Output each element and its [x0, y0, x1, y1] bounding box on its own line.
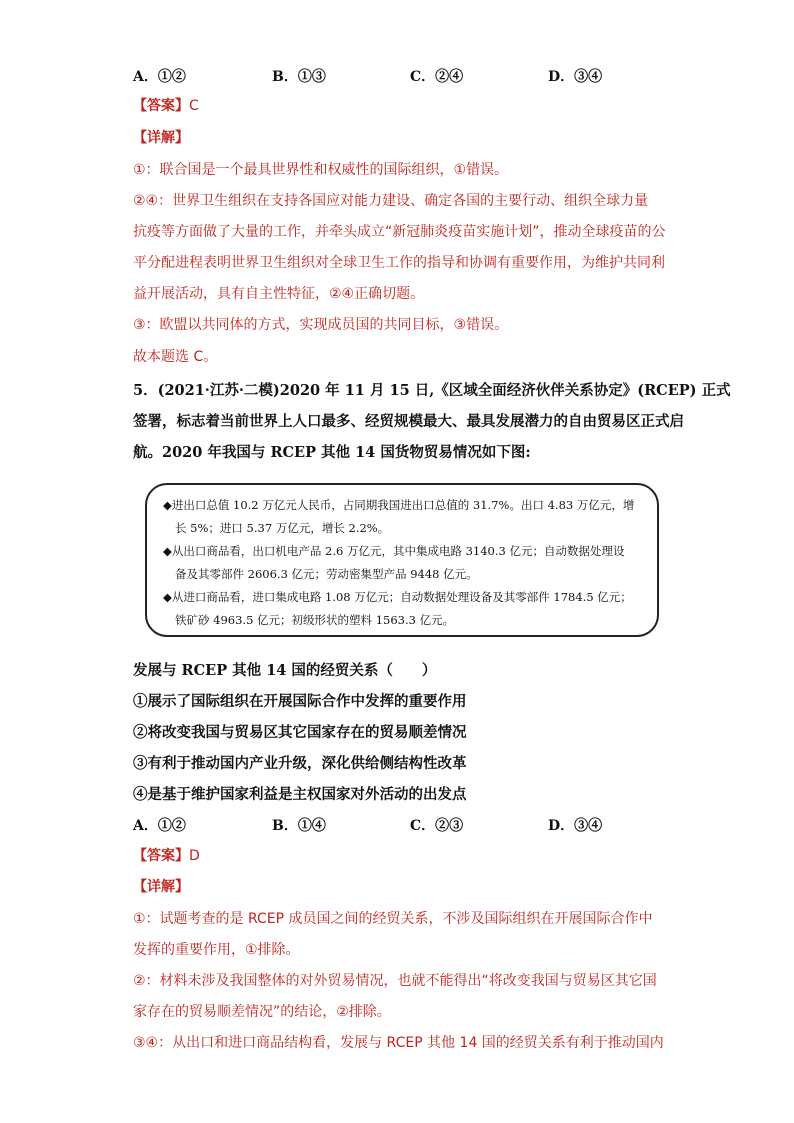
q4-answer-value: C	[189, 98, 199, 114]
q4-explanation-line: ③：欧盟以共同体的方式，实现成员国的共同目标，③错误。	[133, 317, 509, 333]
q4-option-c: C．②④	[410, 69, 464, 85]
box-line: ◆从出口商品看，出口机电产品 2.6 万亿元，其中集成电路 3140.3 亿元；自动数据处理设	[163, 544, 625, 558]
q4-option-b: B．①③	[272, 69, 326, 85]
q5-question: 发展与 RCEP 其他 14 国的经贸关系（ ）	[133, 662, 437, 679]
box-line: 备及其零部件 2606.3 亿元；劳动密集型产品 9448 亿元。	[175, 567, 478, 581]
box-line: ◆进出口总值 10.2 万亿元人民币，占同期我国进出口总值的 31.7%。出口 4.83 万亿元，增	[163, 498, 635, 512]
q5-answer-line	[133, 846, 200, 866]
q5-detail-tag: 【详解】	[133, 879, 189, 895]
q5-option-b: B．①④	[272, 818, 326, 834]
q4-explanation-line: ②④：世界卫生组织在支持各国应对能力建设、确定各国的主要行动、组织全球力量	[133, 193, 649, 209]
q4-option-d: D．③④	[548, 69, 603, 85]
q4-conclusion: 故本题选 C。	[133, 349, 218, 365]
q4-explanation-line: 平分配进程表明世界卫生组织对全球卫生工作的指导和协调有重要作用，为维护共同利	[133, 255, 665, 271]
q5-stem-line: 航。2020 年我国与 RCEP 其他 14 国货物贸易情况如下图:	[133, 444, 531, 461]
q5-explanation-line: ①：试题考查的是 RCEP 成员国之间的经贸关系，不涉及国际组织在开展国际合作中	[133, 911, 653, 927]
q5-explanation-line: 发挥的重要作用，①排除。	[133, 942, 300, 958]
q4-option-a: A．①②	[133, 69, 186, 85]
q5-option-a: A．①②	[133, 818, 186, 834]
q5-option-d: D．③④	[548, 818, 603, 834]
q5-explanation-line: ③④：从出口和进口商品结构看，发展与 RCEP 其他 14 国的经贸关系有利于推动国内	[133, 1035, 664, 1051]
q4-detail-tag: 【详解】	[133, 130, 189, 146]
q5-statement: ④是基于维护国家利益是主权国家对外活动的出发点	[133, 786, 467, 803]
q5-stem-line: 5．(2021·江苏·二模)2020 年 11 月 15 日,《区域全面经济伙伴关系协定》(RCEP) 正式	[133, 382, 731, 399]
box-line: 铁矿砂 4963.5 亿元；初级形状的塑料 1563.3 亿元。	[175, 613, 455, 627]
q5-stem-line: 签署，标志着当前世界上人口最多、经贸规模最大、最具发展潜力的自由贸易区正式启	[133, 413, 684, 430]
box-line: 长 5%；进口 5.37 万亿元，增长 2.2%。	[175, 521, 390, 535]
answer-tag: 【答案】	[133, 848, 189, 864]
q5-explanation-line: ②：材料未涉及我国整体的对外贸易情况，也就不能得出“将改变我国与贸易区其它国	[133, 973, 657, 989]
q5-statement: ③有利于推动国内产业升级，深化供给侧结构性改革	[133, 755, 467, 772]
q5-option-c: C．②③	[410, 818, 464, 834]
q4-answer-line	[133, 96, 199, 116]
q4-explanation-line: ①：联合国是一个最具世界性和权威性的国际组织，①错误。	[133, 162, 509, 178]
q5-explanation-line: 家存在的贸易顺差情况”的结论，②排除。	[133, 1004, 391, 1020]
box-line: ◆从进口商品看，进口集成电路 1.08 万亿元；自动数据处理设备及其零部件 1784.5 亿元；	[163, 590, 632, 604]
answer-tag: 【答案】	[133, 98, 189, 114]
q4-explanation-line: 抗疫等方面做了大量的工作，并牵头成立“新冠肺炎疫苗实施计划”，推动全球疫苗的公	[133, 224, 666, 240]
q5-statement: ②将改变我国与贸易区其它国家存在的贸易顺差情况	[133, 724, 467, 741]
q4-explanation-line: 益开展活动，具有自主性特征，②④正确切题。	[133, 286, 425, 302]
q5-answer-value: D	[189, 848, 200, 864]
q5-statement: ①展示了国际组织在开展国际合作中发挥的重要作用	[133, 693, 467, 710]
